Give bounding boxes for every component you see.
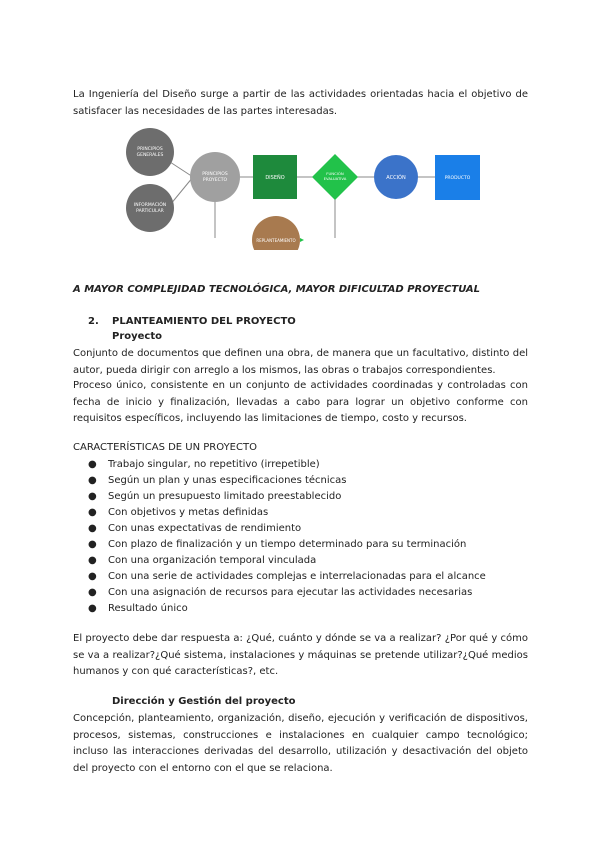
replanteamiento-marker (300, 238, 304, 242)
design-process-diagram (73, 125, 528, 250)
bullet-icon: ● (88, 539, 97, 550)
section-number: 2. (88, 316, 99, 327)
label-informacion-particular: INFORMACIÓN PARTICULAR (133, 203, 167, 214)
bullet-icon: ● (88, 603, 97, 614)
proyecto-definition-1: Conjunto de documentos que definen una obra, de manera que un facultativo, distinto del autor, pueda dirigir con arreglo a los mismos, las obras o trabajos correspondientes. (73, 348, 528, 376)
label-diseno: DISEÑO (265, 175, 285, 181)
list-item: ● Según un presupuesto limitado preestablecido (88, 489, 486, 505)
bullet-icon: ● (88, 459, 97, 470)
subsection-proyecto: Proyecto (112, 331, 163, 342)
label-accion: ACCIÓN (386, 175, 406, 181)
proyecto-definition-2: Proceso único, consistente en un conjunto de actividades coordinadas y controladas con fecha de inicio y finalización, llevadas a cabo para lograr un objetivo conforme con requisitos específicos, incluyendo las limitaciones de tiempo, costo y recursos. (73, 380, 528, 424)
direccion-paragraph: Concepción, planteamiento, organización, diseño, ejecución y verificación de dispositivos, procesos, sistemas, construcciones e instalaciones en cualquier campo tecnológico; incluso las interacciones derivadas del desarrollo, utilización y desactivación del objeto del proyecto con el entorno con el que se relaciona. (73, 713, 528, 774)
node-principios-proyecto (190, 152, 240, 202)
label-principios-generales: PRINCIPIOS GENERALES (136, 147, 164, 158)
list-item: ● Con objetivos y metas definidas (88, 505, 486, 521)
characteristics-list (88, 457, 486, 617)
label-replanteamiento: REPLANTEAMIENTO (256, 238, 296, 243)
node-replanteamiento (252, 216, 300, 250)
label-producto: PRODUCTO (444, 176, 471, 181)
headline: A MAYOR COMPLEJIDAD TECNOLÓGICA, MAYOR DIFICULTAD PROYECTUAL (73, 284, 481, 295)
list-item: ● Con una organización temporal vinculada (88, 553, 486, 569)
list-item: ● Con unas expectativas de rendimiento (88, 521, 486, 537)
subsection-direccion: Dirección y Gestión del proyecto (112, 696, 296, 707)
intro-paragraph: La Ingeniería del Diseño surge a partir de las actividades orientadas hacia el objetivo de satisfacer las necesidades de las partes interesadas. (73, 89, 528, 117)
section-title: PLANTEAMIENTO DEL PROYECTO (112, 316, 296, 327)
node-informacion-particular (126, 184, 174, 232)
bullet-icon: ● (88, 507, 97, 518)
node-principios-generales (126, 128, 174, 176)
bullet-icon: ● (88, 587, 97, 598)
list-item: ● Resultado único (88, 601, 486, 617)
bullet-icon: ● (88, 491, 97, 502)
connector-generales (170, 162, 193, 177)
list-item: ● Con plazo de finalización y un tiempo determinado para su terminación (88, 537, 486, 553)
label-principios-proyecto: PRINCIPIOS PROYECTO (202, 172, 228, 183)
connector-particular (170, 177, 193, 205)
list-item: ● Con una asignación de recursos para ejecutar las actividades necesarias (88, 585, 486, 601)
bullet-icon: ● (88, 475, 97, 486)
list-item: ● Según un plan y unas especificaciones técnicas (88, 473, 486, 489)
list-item: ● Con una serie de actividades complejas e interrelacionadas para el alcance (88, 569, 486, 585)
questions-paragraph: El proyecto debe dar respuesta a: ¿Qué, cuánto y dónde se va a realizar? ¿Por qué y cómo se va a realizar?¿Qué sistema, instalaciones y máquinas se pretende utilizar?¿Qué medios humanos y con qué características?, etc. (73, 633, 528, 677)
bullet-icon: ● (88, 523, 97, 534)
bullet-icon: ● (88, 571, 97, 582)
characteristics-title: CARACTERÍSTICAS DE UN PROYECTO (73, 442, 257, 453)
list-item: ● Trabajo singular, no repetitivo (irrepetible) (88, 457, 486, 473)
label-funcion-evaluativa: FUNCIÓN EVALUATIVA (323, 171, 347, 181)
bullet-icon: ● (88, 555, 97, 566)
